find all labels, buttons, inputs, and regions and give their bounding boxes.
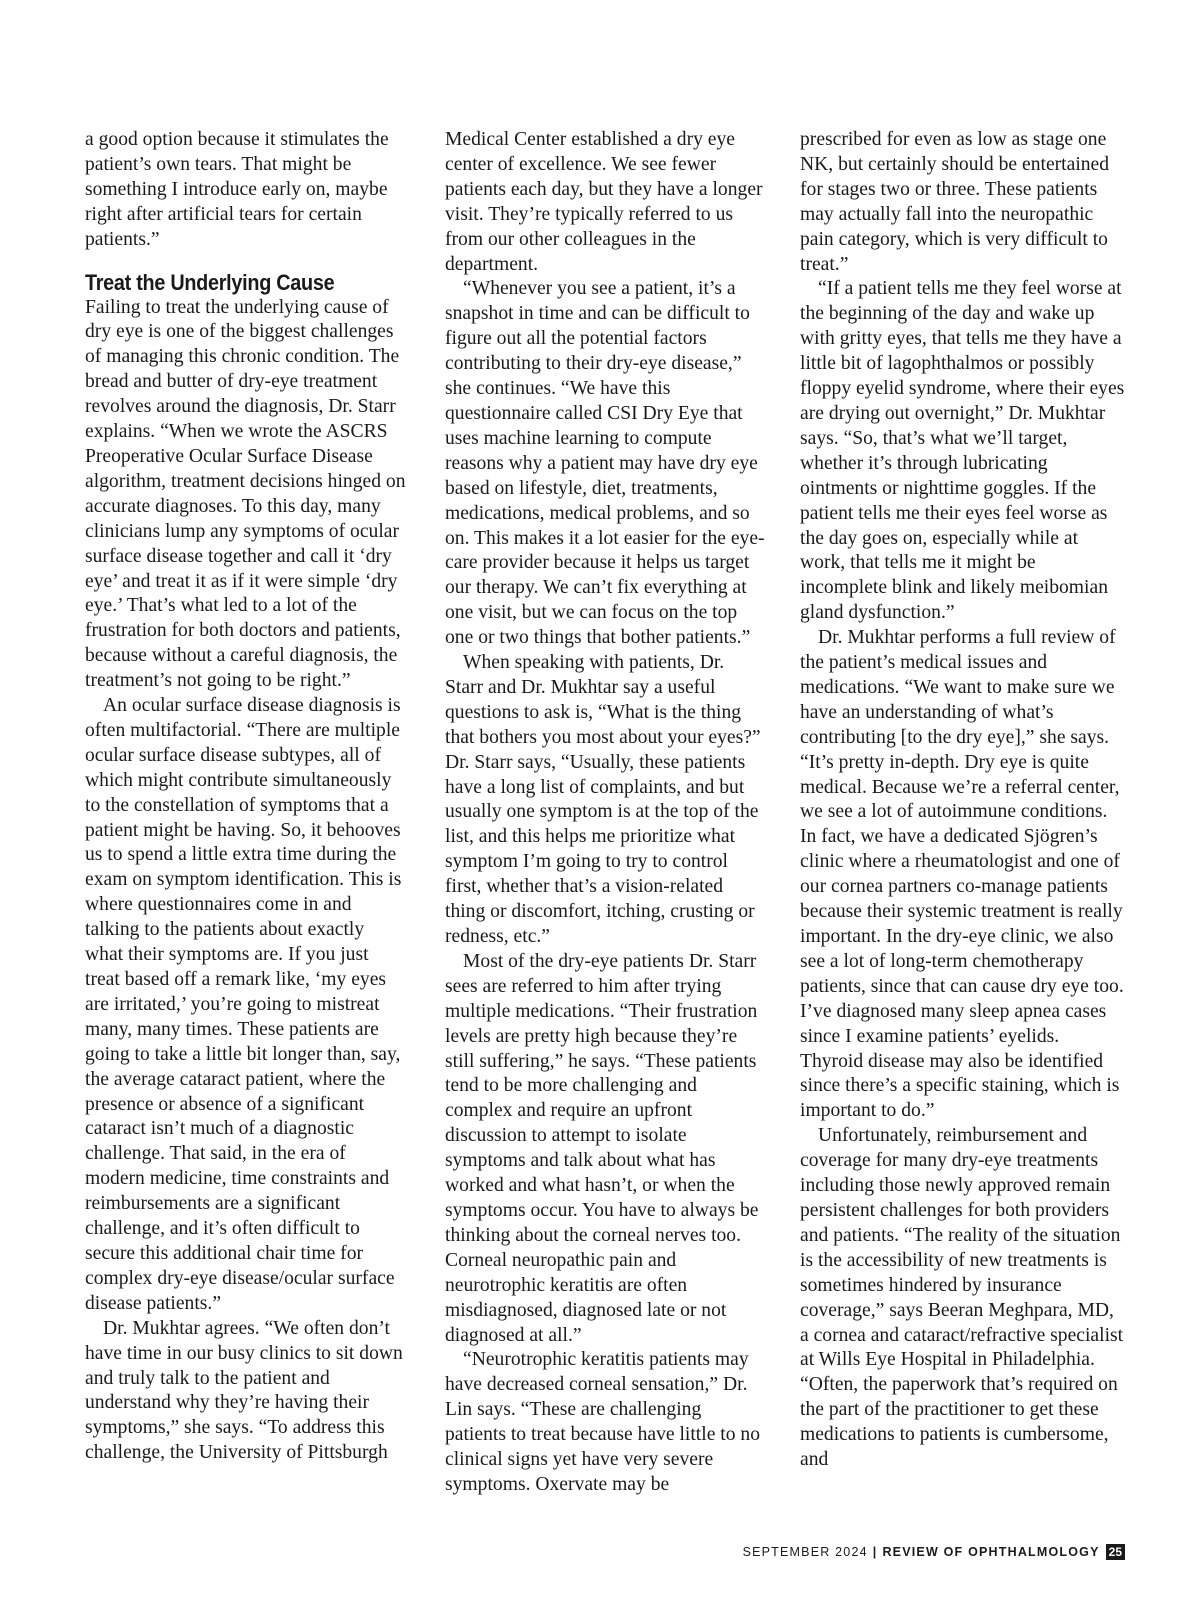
paragraph: “Whenever you see a patient, it’s a snapshot in time and can be difficult to figure out all the potential factors contributing to their dry-eye disease,” she continues. “We have this questionnaire called CSI Dry Eye that uses machine learning to compute reasons why a patient may have dry eye based on lifestyle, diet, treatments, medications, medical problems, and so on. This makes it a lot easier for the eye-care provider because it helps us target our therapy. We can’t fix everything at one visit, but we can focus on the top one or two things that bother patients.” (445, 278, 765, 649)
paragraph: “If a patient tells me they feel worse at the beginning of the day and wake up with gritty eyes, that tells me they have a little bit of lagophthalmos or possibly floppy eyelid syndrome, where their eyes are drying out overnight,” Dr. Mukhtar says. “So, that’s what we’ll target, whether it’s through lubricating ointments or nighttime goggles. If the patient tells me their eyes feel worse as the day goes on, especially while at work, that tells me it might be incomplete blink and likely meibomian gland dysfunction.” (800, 278, 1125, 624)
paragraph: prescribed for even as low as stage one NK, but certainly should be entertained for stages two or three. These patients may actually fall into the neuropathic pain category, which is very difficult to treat.” (800, 129, 1110, 275)
issue-date: SEPTEMBER 2024 (742, 1545, 868, 1559)
paragraph: Most of the dry-eye patients Dr. Starr sees are referred to him after trying multiple medications. “Their frustration levels are pretty high because they’re still suffering,” he says. “These patients tend to be more challenging and complex and require an upfront discussion to attempt to isolate symptoms and talk about what has worked and what hasn’t, or when the symptoms occur. You have to always be thinking about the corneal nerves too. Corneal neuropathic pain and neurotrophic keratitis are often misdiagnosed, diagnosed late or not diagnosed at all.” (445, 950, 759, 1346)
paragraph: “Neurotrophic keratitis patients may have decreased corneal sensation,” Dr. Lin says. “These are challenging patients to treat because have little to no clinical signs yet have very severe symptoms. Oxervate may be (445, 1349, 761, 1495)
article-column-1 (85, 128, 407, 1466)
article-column-3 (800, 128, 1125, 1473)
page-footer (743, 1544, 1125, 1560)
article-column-2 (445, 128, 767, 1498)
paragraph: Failing to treat the underlying cause of dry eye is one of the biggest challenges of managing this chronic condition. The bread and butter of dry-eye treatment revolves around the diagnosis, Dr. Starr explains. “When we wrote the ASCRS Preoperative Ocular Surface Disease algorithm, treatment decisions hinged on accurate diagnoses. To this day, many clinicians lump any symptoms of ocular surface disease together and call it ‘dry eye’ and treat it as if it were simple ‘dry eye.’ That’s what led to a lot of the frustration for both doctors and patients, because without a careful diagnosis, the treatment’s not going to be right.” (85, 296, 406, 692)
paragraph: Dr. Mukhtar agrees. “We often don’t have time in our busy clinics to sit down and truly talk to the patient and understand why they’re having their symptoms,” she says. “To address this challenge, the University of Pittsburgh (85, 1317, 403, 1464)
paragraph: Dr. Mukhtar performs a full review of the patient’s medical issues and medications. “We want to make sure we have an understanding of what’s contributing [to the dry eye],” she says. “It’s pretty in-depth. Dry eye is quite medical. Because we’re a referral center, we see a lot of autoimmune conditions. In fact, we have a dedicated Sjögren’s clinic where a rheumatologist and one of our cornea partners co-manage patients because their systemic treatment is really important. In the dry-eye clinic, we also see a lot of long-term chemotherapy patients, since that can cause dry eye too. I’ve diagnosed many sleep apnea cases since I examine patients’ eyelids. Thyroid disease may also be identified since there’s a specific staining, which is important to do.” (800, 627, 1124, 1122)
paragraph: An ocular surface disease diagnosis is often multifactorial. “There are multiple ocular surface disease subtypes, all of which might contribute simultaneously to the constellation of symptoms that a patient might be having. So, it behooves us to spend a little extra time during the exam on symptom identification. This is where questionnaires come in and talking to the patients about exactly what their symptoms are. If you just treat based off a remark like, ‘my eyes are irritated,’ you’re going to mistreat many, many times. These patients are going to take a little bit longer than, say, the average cataract patient, where the presence or absence of a significant cataract isn’t much of a diagnostic challenge. That said, in the era of modern medicine, time constraints and reimbursements are a significant challenge, and it’s often difficult to secure this additional chair time for complex dry-eye disease/ocular surface disease patients.” (85, 695, 402, 1314)
publication-name: REVIEW OF OPHTHALMOLOGY (882, 1545, 1100, 1559)
paragraph: a good option because it stimulates the patient’s own tears. That might be something I introduce early on, maybe right after artificial tears for certain patients.” (85, 129, 389, 250)
paragraph: When speaking with patients, Dr. Starr and Dr. Mukhtar say a useful questions to ask is, “What is the thing that bothers you most about your eyes?” Dr. Starr says, “Usually, these patients have a long list of complaints, and but usually one symptom is at the top of the list, and this helps me prioritize what symptom I’m going to try to control first, whether that’s a vision-related thing or discomfort, itching, crusting or redness, etc.” (445, 652, 761, 947)
footer-separator: | (872, 1545, 878, 1559)
section-heading: Treat the Underlying Cause (85, 269, 335, 295)
page-number: 25 (1106, 1544, 1125, 1560)
paragraph: Unfortunately, reimbursement and coverage for many dry-eye treatments including those newly approved remain persistent challenges for both providers and patients. “The reality of the situation is the accessibility of new treatments is sometimes hindered by insurance coverage,” says Beeran Meghpara, MD, a cornea and cataract/refractive specialist at Wills Eye Hospital in Philadelphia. “Often, the paperwork that’s required on the part of the practitioner to get these medications to patients is cumbersome, and (800, 1125, 1124, 1471)
paragraph: Medical Center established a dry eye center of excellence. We see fewer patients each day, but they have a longer visit. They’re typically referred to us from our other colleagues in the department. (445, 129, 763, 275)
